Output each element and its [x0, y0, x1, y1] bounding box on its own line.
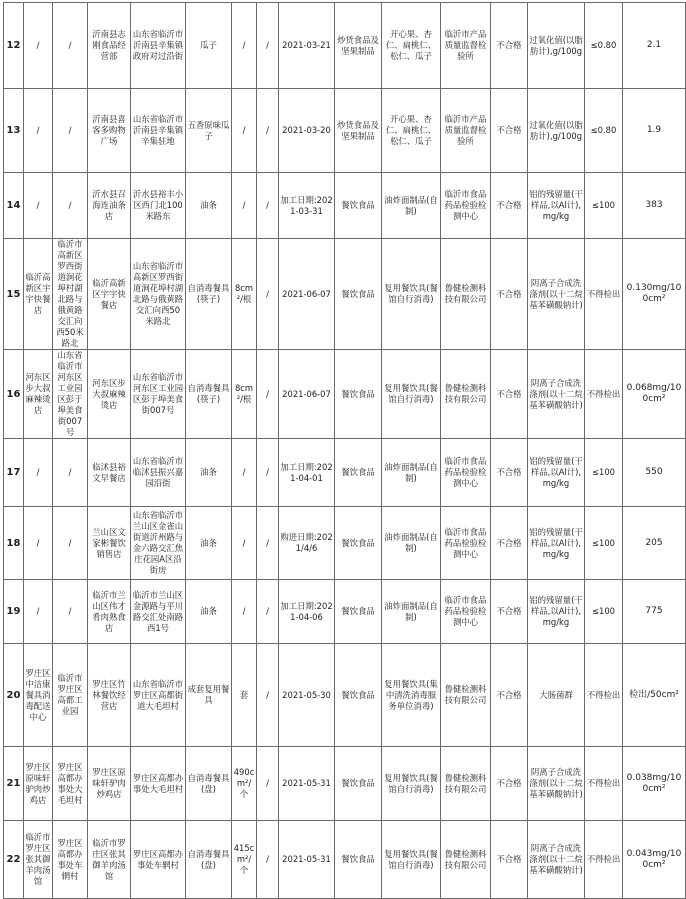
failed-item-cell: 过氧化值(以脂肪计),g/100g [528, 3, 585, 89]
spec-cell: 8cm²/根 [232, 239, 257, 350]
food-category-cell: 餐饮食品 [335, 239, 382, 350]
product-name-cell: 自消毒餐具(筷子) [186, 239, 232, 350]
food-subcategory-cell: 油炸面制品(自制) [382, 439, 441, 507]
sampled-unit-address-cell: 山东省临沂市临沭县振兴嘉园沿街 [131, 439, 186, 507]
food-subcategory-cell: 复用餐饮具(餐馆自行消毒) [382, 747, 441, 821]
production-date-cell: 2021-05-30 [279, 644, 335, 747]
testing-organization-cell: 临沂市产品质量监督检验所 [441, 89, 491, 173]
sampled-unit-name-cell: 临沂高新区宇宇快餐店 [88, 239, 131, 350]
food-category-cell: 餐饮食品 [335, 580, 382, 644]
food-subcategory-cell: 复用餐饮具(餐馆自行消毒) [382, 239, 441, 350]
product-name-cell: 五香原味瓜子 [186, 89, 232, 173]
food-category-cell: 餐饮食品 [335, 439, 382, 507]
failed-item-cell: 阴离子合成洗涤剂(以十二烷基苯磺酸钠计) [528, 350, 585, 439]
spec-cell: / [232, 3, 257, 89]
row-number: 21 [4, 747, 24, 821]
brand-cell: / [257, 439, 279, 507]
sampled-unit-name-cell: 临沂市罗庄区张其御羊肉汤馆 [88, 821, 131, 899]
inspection-results-table [3, 2, 686, 899]
producer-address-cell: / [53, 439, 88, 507]
food-category-cell: 餐饮食品 [335, 747, 382, 821]
failed-item-cell: 阴离子合成洗涤剂(以十二烷基苯磺酸钠计) [528, 239, 585, 350]
testing-organization-cell: 临沂市食品药品检验检测中心 [441, 507, 491, 580]
brand-cell: / [257, 239, 279, 350]
producer-name-cell: 临沂高新区宇宇快餐店 [24, 239, 53, 350]
row-number: 19 [4, 580, 24, 644]
row-number: 18 [4, 507, 24, 580]
producer-address-cell: / [53, 3, 88, 89]
measured-value-cell: 775 [623, 580, 686, 644]
standard-value-cell: ≤0.80 [585, 3, 623, 89]
producer-address-cell: / [53, 580, 88, 644]
producer-address-cell: / [53, 507, 88, 580]
spec-cell: 415cm²/个 [232, 821, 257, 899]
result-cell: 不合格 [491, 173, 528, 239]
producer-name-cell: 罗庄区原味轩驴肉炒鸡店 [24, 747, 53, 821]
producer-address-cell: / [53, 173, 88, 239]
food-category-cell: 餐饮食品 [335, 644, 382, 747]
standard-value-cell: 不得检出 [585, 821, 623, 899]
sampled-unit-address-cell: 罗庄区高都办事处车辋村 [131, 821, 186, 899]
result-cell: 不合格 [491, 89, 528, 173]
standard-value-cell: ≤100 [585, 439, 623, 507]
testing-organization-cell: 鲁健检测科技有限公司 [441, 239, 491, 350]
result-cell: 不合格 [491, 3, 528, 89]
spec-cell: 8cm²/根 [232, 350, 257, 439]
brand-cell: / [257, 507, 279, 580]
product-name-cell: 自消毒餐具(盘) [186, 747, 232, 821]
result-cell: 不合格 [491, 439, 528, 507]
food-category-cell: 餐饮食品 [335, 821, 382, 899]
production-date-cell: 加工日期:2021-04-01 [279, 439, 335, 507]
food-subcategory-cell: 油炸面制品(自制) [382, 173, 441, 239]
table-row [4, 644, 686, 747]
measured-value-cell: 383 [623, 173, 686, 239]
spec-cell: / [232, 507, 257, 580]
table-row [4, 350, 686, 439]
sampled-unit-name-cell: 沂南县喜客多购物广场 [88, 89, 131, 173]
brand-cell: / [257, 644, 279, 747]
producer-address-cell: 罗庄区高都办事处车辋村 [53, 821, 88, 899]
sampled-unit-address-cell: 山东省临沂市高新区罗西街道涧花埠村湖北路与俄黄路交汇向西50米路北 [131, 239, 186, 350]
standard-value-cell: 不得检出 [585, 747, 623, 821]
product-name-cell: 自消毒餐具(盘) [186, 821, 232, 899]
sampled-unit-address-cell: 山东省临沂市河东区工业园区彭于埠美食街007号 [131, 350, 186, 439]
production-date-cell: 2021-06-07 [279, 239, 335, 350]
producer-name-cell: / [24, 580, 53, 644]
testing-organization-cell: 鲁健检测科技有限公司 [441, 747, 491, 821]
result-cell: 不合格 [491, 350, 528, 439]
sampled-unit-name-cell: 沂水县召海连油条店 [88, 173, 131, 239]
food-subcategory-cell: 复用餐饮具(餐馆自行消毒) [382, 350, 441, 439]
production-date-cell: 购进日期:2021/4/6 [279, 507, 335, 580]
food-subcategory-cell: 复用餐饮具(餐馆自行消毒) [382, 821, 441, 899]
sampled-unit-address-cell: 山东省临沂市兰山区金雀山街道沂州路与金六路交汇焦庄花园A区沿街房 [131, 507, 186, 580]
production-date-cell: 加工日期:2021-03-31 [279, 173, 335, 239]
sampled-unit-name-cell: 罗庄区原味轩驴肉炒鸡店 [88, 747, 131, 821]
table-body [4, 3, 686, 899]
producer-address-cell: 罗庄区高都办事处大毛坦村 [53, 747, 88, 821]
measured-value-cell: 0.038mg/100cm² [623, 747, 686, 821]
table-row [4, 173, 686, 239]
food-category-cell: 餐饮食品 [335, 507, 382, 580]
production-date-cell: 加工日期:2021-04-06 [279, 580, 335, 644]
table-row [4, 821, 686, 899]
measured-value-cell: 205 [623, 507, 686, 580]
failed-item-cell: 过氧化值(以脂肪计),g/100g [528, 89, 585, 173]
table-row [4, 239, 686, 350]
product-name-cell: 成套复用餐具 [186, 644, 232, 747]
production-date-cell: 2021-06-07 [279, 350, 335, 439]
brand-cell: / [257, 580, 279, 644]
failed-item-cell: 铝的残留量(干样品,以Al计),mg/kg [528, 173, 585, 239]
row-number: 15 [4, 239, 24, 350]
measured-value-cell: 2.1 [623, 3, 686, 89]
food-category-cell: 餐饮食品 [335, 350, 382, 439]
row-number: 17 [4, 439, 24, 507]
failed-item-cell: 阴离子合成洗涤剂(以十二烷基苯磺酸钠计) [528, 747, 585, 821]
measured-value-cell: 0.130mg/100cm² [623, 239, 686, 350]
product-name-cell: 油条 [186, 173, 232, 239]
food-subcategory-cell: 复用餐饮具(集中清洗消毒服务单位消毒) [382, 644, 441, 747]
food-category-cell: 餐饮食品 [335, 173, 382, 239]
table-row [4, 439, 686, 507]
producer-address-cell: 山东省临沂市河东区工业园区彭于埠美食街007号 [53, 350, 88, 439]
standard-value-cell: ≤100 [585, 580, 623, 644]
food-subcategory-cell: 开心果、杏仁、扁桃仁、松仁、瓜子 [382, 3, 441, 89]
producer-name-cell: / [24, 89, 53, 173]
brand-cell: / [257, 173, 279, 239]
spec-cell: / [232, 580, 257, 644]
row-number: 20 [4, 644, 24, 747]
food-category-cell: 炒货食品及坚果制品 [335, 3, 382, 89]
result-cell: 不合格 [491, 507, 528, 580]
producer-name-cell: 临沂市罗庄区张其御羊肉汤馆 [24, 821, 53, 899]
failed-item-cell: 铝的残留量(干样品,以Al计),mg/kg [528, 439, 585, 507]
spec-cell: 套 [232, 644, 257, 747]
sampled-unit-address-cell: 沂水县裕丰小区西门北100米路东 [131, 173, 186, 239]
failed-item-cell: 大肠菌群 [528, 644, 585, 747]
testing-organization-cell: 鲁健检测科技有限公司 [441, 821, 491, 899]
product-name-cell: 自消毒餐具(筷子) [186, 350, 232, 439]
brand-cell: / [257, 89, 279, 173]
table-row [4, 3, 686, 89]
failed-item-cell: 阴离子合成洗涤剂(以十二烷基苯磺酸钠计) [528, 821, 585, 899]
measured-value-cell: 检出/50cm² [623, 644, 686, 747]
standard-value-cell: ≤0.80 [585, 89, 623, 173]
producer-address-cell: 临沂市罗庄区高都工业园 [53, 644, 88, 747]
production-date-cell: 2021-05-31 [279, 821, 335, 899]
brand-cell: / [257, 747, 279, 821]
result-cell: 不合格 [491, 580, 528, 644]
sampled-unit-name-cell: 沂南县志刚食品经营部 [88, 3, 131, 89]
testing-organization-cell: 临沂市食品药品检验检测中心 [441, 173, 491, 239]
row-number: 12 [4, 3, 24, 89]
producer-address-cell: / [53, 89, 88, 173]
measured-value-cell: 550 [623, 439, 686, 507]
producer-name-cell: / [24, 3, 53, 89]
brand-cell: / [257, 3, 279, 89]
producer-name-cell: 罗庄区中洁康餐具消毒配送中心 [24, 644, 53, 747]
producer-name-cell: / [24, 439, 53, 507]
row-number: 16 [4, 350, 24, 439]
table-row [4, 747, 686, 821]
producer-name-cell: 河东区步大叔麻辣烫店 [24, 350, 53, 439]
production-date-cell: 2021-03-21 [279, 3, 335, 89]
testing-organization-cell: 临沂市食品药品检验检测中心 [441, 580, 491, 644]
production-date-cell: 2021-05-31 [279, 747, 335, 821]
sampled-unit-address-cell: 山东省临沂市罗庄区高都街道大毛坦村 [131, 644, 186, 747]
testing-organization-cell: 鲁健检测科技有限公司 [441, 644, 491, 747]
table-row [4, 89, 686, 173]
measured-value-cell: 1.9 [623, 89, 686, 173]
sampled-unit-name-cell: 河东区步大叔麻辣烫店 [88, 350, 131, 439]
standard-value-cell: 不得检出 [585, 350, 623, 439]
result-cell: 不合格 [491, 747, 528, 821]
spec-cell: / [232, 439, 257, 507]
sampled-unit-name-cell: 兰山区文家彬餐饮销售店 [88, 507, 131, 580]
product-name-cell: 油条 [186, 507, 232, 580]
production-date-cell: 2021-03-20 [279, 89, 335, 173]
sampled-unit-address-cell: 罗庄区高都办事处大毛坦村 [131, 747, 186, 821]
testing-organization-cell: 临沂市食品药品检验检测中心 [441, 439, 491, 507]
product-name-cell: 油条 [186, 439, 232, 507]
result-cell: 不合格 [491, 821, 528, 899]
failed-item-cell: 铝的残留量(干样品,以Al计),mg/kg [528, 580, 585, 644]
testing-organization-cell: 鲁健检测科技有限公司 [441, 350, 491, 439]
product-name-cell: 油条 [186, 580, 232, 644]
row-number: 13 [4, 89, 24, 173]
measured-value-cell: 0.043mg/100cm² [623, 821, 686, 899]
brand-cell: / [257, 350, 279, 439]
table-row [4, 580, 686, 644]
sampled-unit-address-cell: 临沂市兰山区金源路与平川路交汇处南路西1号 [131, 580, 186, 644]
producer-name-cell: / [24, 507, 53, 580]
standard-value-cell: 不得检出 [585, 644, 623, 747]
producer-name-cell: / [24, 173, 53, 239]
food-subcategory-cell: 油炸面制品(自制) [382, 580, 441, 644]
producer-address-cell: 临沂市高新区罗西街道涧花埠村湖北路与俄黄路交汇向西50米路北 [53, 239, 88, 350]
result-cell: 不合格 [491, 644, 528, 747]
spec-cell: / [232, 173, 257, 239]
sampled-unit-address-cell: 山东省临沂市沂南县辛集镇辛集驻地 [131, 89, 186, 173]
failed-item-cell: 铝的残留量(干样品,以Al计),mg/kg [528, 507, 585, 580]
sampled-unit-name-cell: 临沂市兰山区伟才肴肉熟食店 [88, 580, 131, 644]
food-category-cell: 炒货食品及坚果制品 [335, 89, 382, 173]
table-row [4, 507, 686, 580]
spec-cell: 490cm²/个 [232, 747, 257, 821]
row-number: 14 [4, 173, 24, 239]
row-number: 22 [4, 821, 24, 899]
sampled-unit-name-cell: 临沭县裕文早餐店 [88, 439, 131, 507]
sampled-unit-name-cell: 罗庄区竹林餐饮经营店 [88, 644, 131, 747]
sampled-unit-address-cell: 山东省临沂市沂南县辛集镇政府对过沿街 [131, 3, 186, 89]
measured-value-cell: 0.068mg/100cm² [623, 350, 686, 439]
standard-value-cell: 不得检出 [585, 239, 623, 350]
spec-cell: / [232, 89, 257, 173]
food-subcategory-cell: 开心果、杏仁、扁桃仁、松仁、瓜子 [382, 89, 441, 173]
standard-value-cell: ≤100 [585, 173, 623, 239]
result-cell: 不合格 [491, 239, 528, 350]
product-name-cell: 瓜子 [186, 3, 232, 89]
testing-organization-cell: 临沂市产品质量监督检验所 [441, 3, 491, 89]
brand-cell: / [257, 821, 279, 899]
food-subcategory-cell: 油炸面制品(自制) [382, 507, 441, 580]
standard-value-cell: ≤100 [585, 507, 623, 580]
